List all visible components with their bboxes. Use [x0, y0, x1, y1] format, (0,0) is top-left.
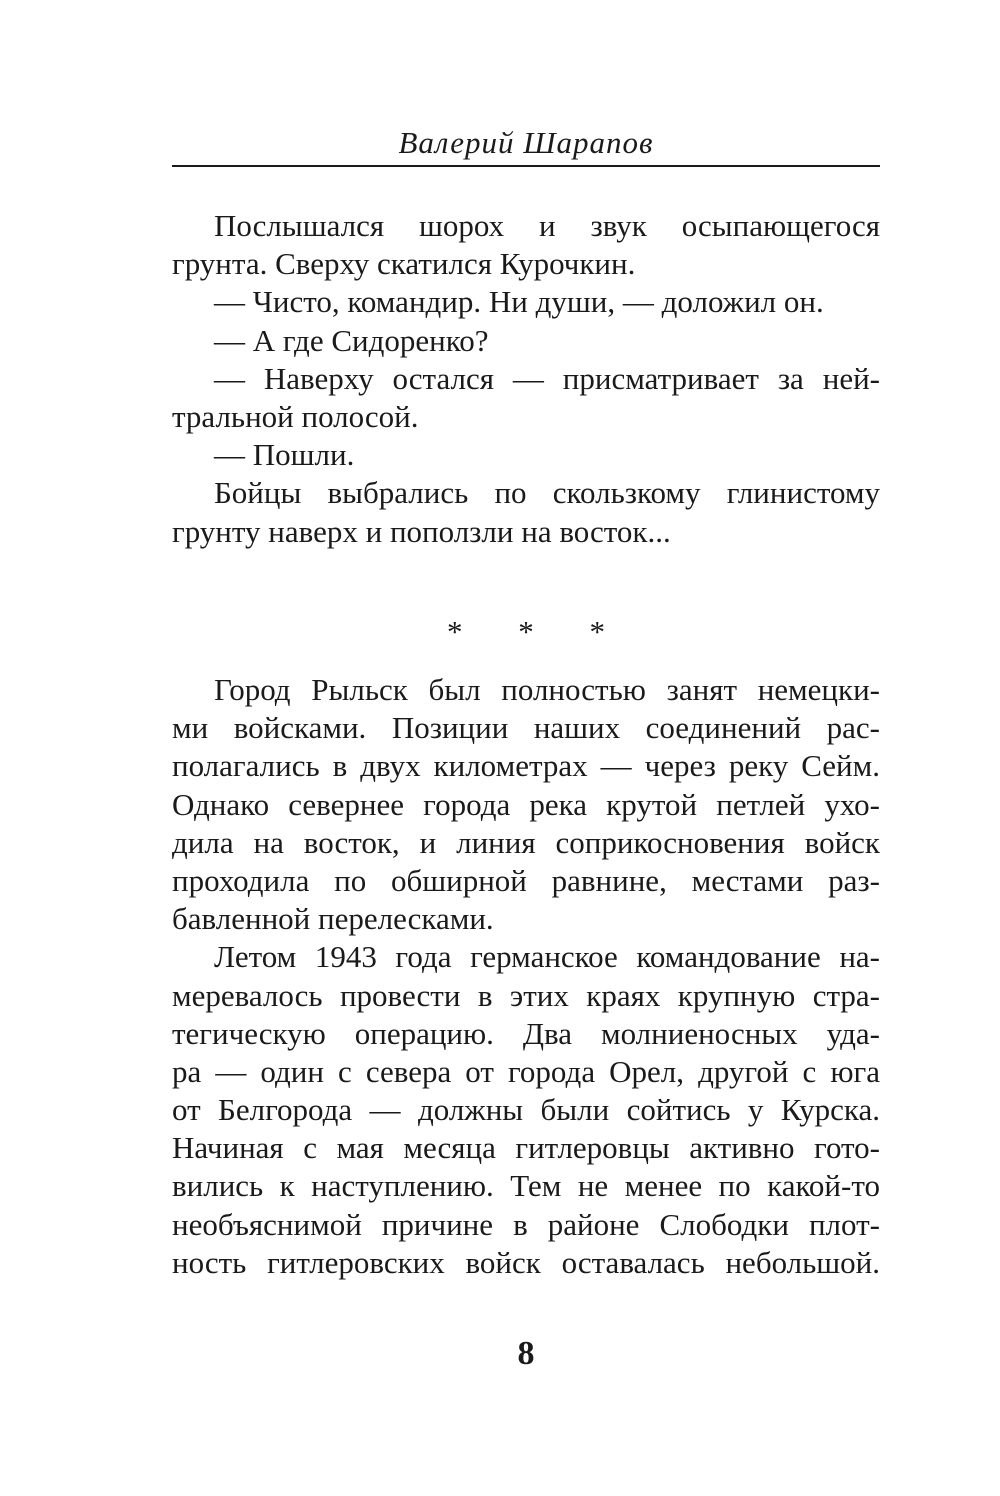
text-line: Бойцы выбрались по скользкому глинистому	[214, 475, 880, 511]
text-line: Послышался шорох и звук осыпающегося	[214, 208, 880, 243]
text-line: грунту наверх и поползли на восток...	[172, 513, 671, 549]
text-line: бавленной перелесками.	[172, 901, 494, 937]
text-line: грунта. Сверху скатился Курочкин.	[172, 246, 636, 282]
text-line: Летом 1943 года германское командование на-	[214, 939, 880, 975]
text-line: необъяснимой причине в районе Слободки плот-	[172, 1206, 880, 1242]
text-line: — А где Сидоренко?	[214, 322, 489, 358]
text-section-1	[172, 207, 880, 551]
header-rule	[172, 165, 880, 167]
text-line: вились к наступлению. Тем не менее по какой-то	[172, 1168, 880, 1204]
text-line: — Наверху остался — присматривает за ней-	[214, 360, 880, 396]
text-line: меревалось провести в этих краях крупную стра-	[172, 977, 880, 1013]
text-line: дила на восток, и линия соприкосновения войск	[172, 824, 880, 860]
text-line: Однако севернее города река крутой петлей ухо-	[172, 786, 880, 822]
section-separator: * * *	[447, 614, 629, 649]
text-line: полагались в двух километрах — через реку Сейм.	[172, 748, 880, 784]
text-line: ми войсками. Позиции наших соединений рас-	[172, 710, 880, 746]
text-line: тральной полосой.	[172, 398, 419, 434]
text-section-2	[172, 671, 880, 1282]
text-line: Город Рыльск был полностью занят немецки-	[214, 672, 880, 707]
text-line: от Белгорода — должны были сойтись у Курска.	[172, 1092, 880, 1128]
text-line: ра — один с севера от города Орел, другой с юга	[172, 1053, 880, 1089]
text-line: проходила по обширной равнине, местами раз-	[172, 862, 880, 898]
page-number: 8	[517, 1335, 535, 1372]
text-line: — Чисто, командир. Ни души, — доложил он.	[214, 284, 824, 320]
running-head-author: Валерий Шарапов	[398, 125, 654, 160]
text-line: Начиная с мая месяца гитлеровцы активно гото-	[172, 1130, 880, 1166]
text-line: тегическую операцию. Два молниеносных уда-	[172, 1015, 880, 1051]
text-line: — Пошли.	[214, 437, 355, 473]
text-line: ность гитлеровских войск оставалась небольшой.	[172, 1244, 880, 1280]
